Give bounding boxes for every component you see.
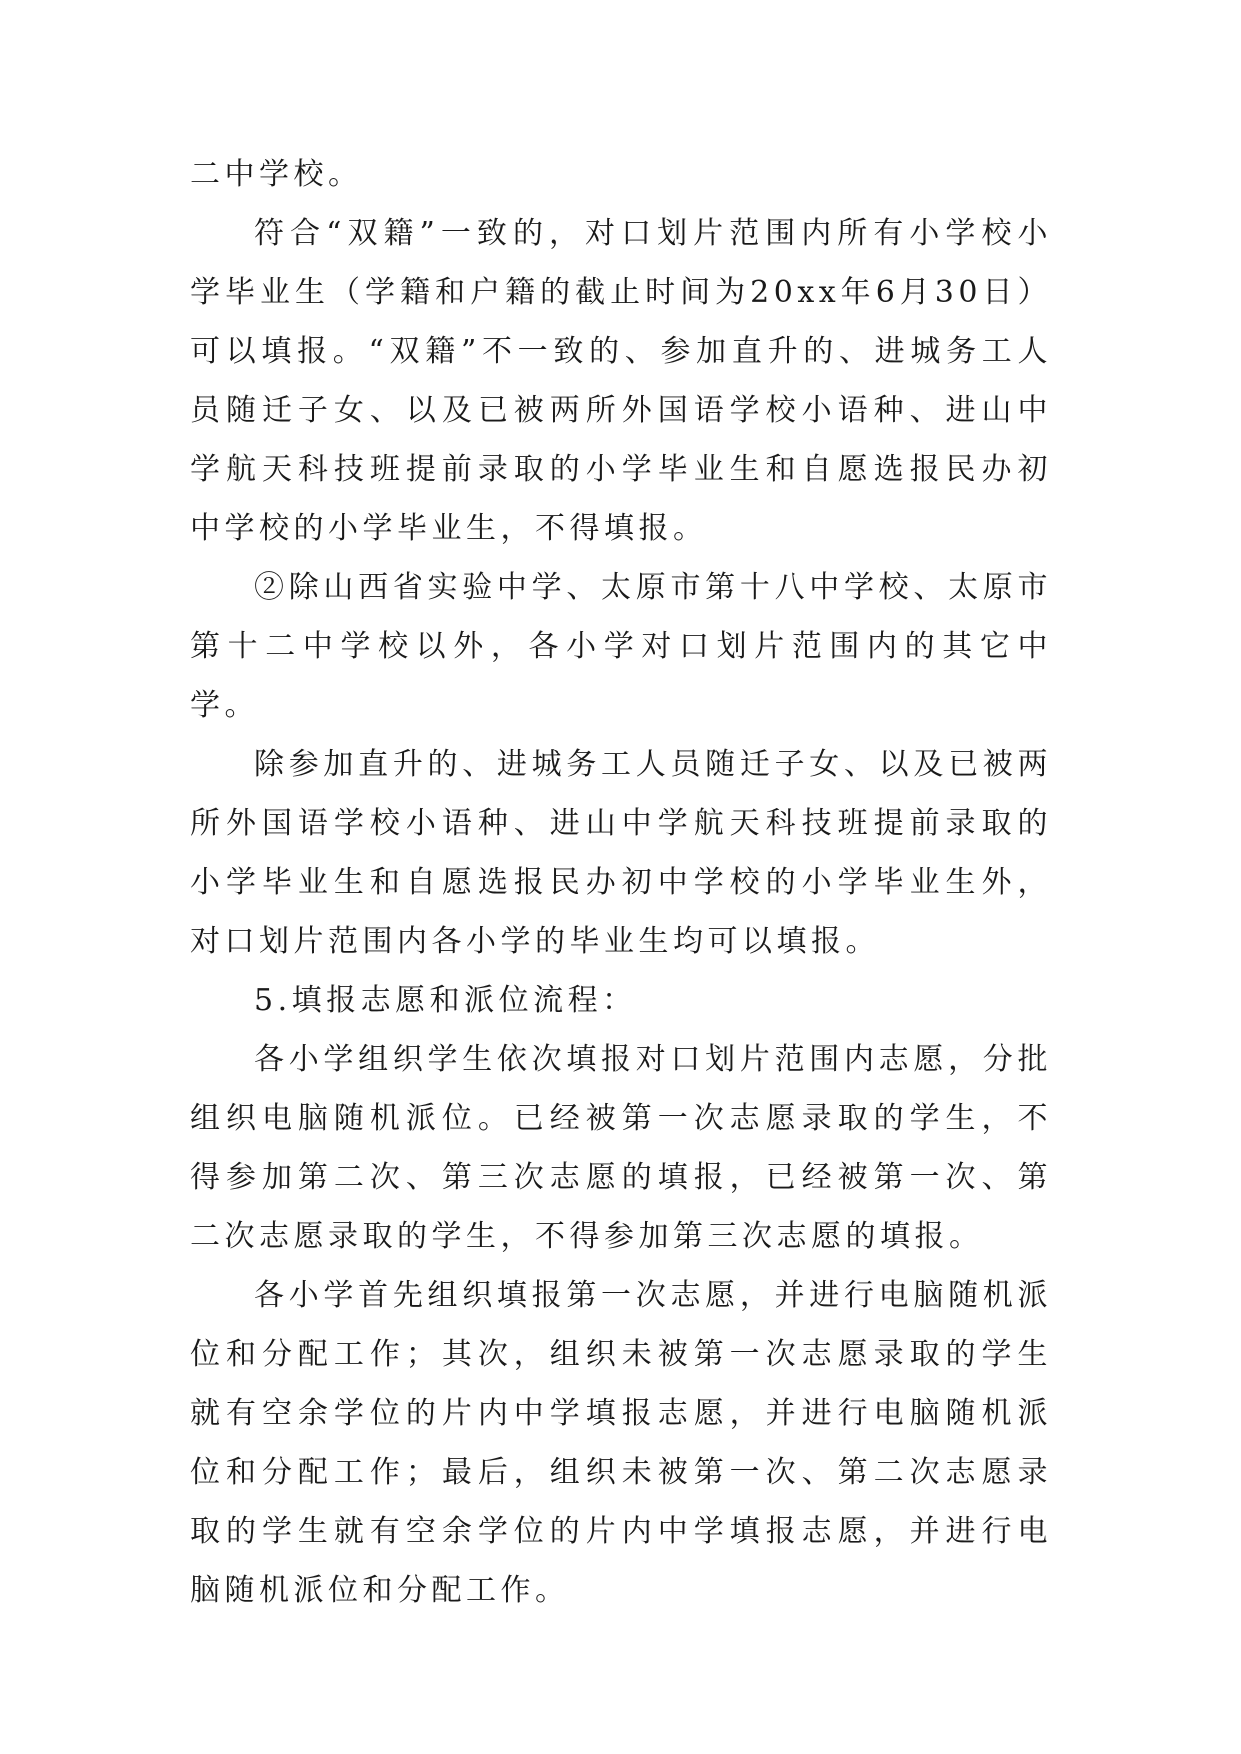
paragraph-7: 各小学首先组织填报第一次志愿，并进行电脑随机派位和分配工作；其次，组织未被第一次志愿录取的学生就有空余学位的片内中学填报志愿，并进行电脑随机派位和分配工作；最后，组织未被第一次、第二次志愿录取的学生就有空余学位的片内中学填报志愿，并进行电脑随机派位和分配工作。 <box>190 1278 1052 1608</box>
paragraph-4: 除参加直升的、进城务工人员随迁子女、以及已被两所外国语学校小语种、进山中学航天科技班提前录取的小学毕业生和自愿选报民办初中学校的小学毕业生外，对口划片范围内各小学的毕业生均可以填报。 <box>190 747 1052 959</box>
paragraph-2: 符合“双籍”一致的，对口划片范围内所有小学校小学毕业生（学籍和户籍的截止时间为20xx年6月30日）可以填报。“双籍”不一致的、参加直升的、进城务工人员随迁子女、以及已被两所外国语学校小语种、进山中学航天科技班提前录取的小学毕业生和自愿选报民办初中学校的小学毕业生，不得填报。 <box>190 216 1052 546</box>
document-page <box>190 145 1052 1620</box>
paragraph-3: ②除山西省实验中学、太原市第十八中学校、太原市第十二中学校以外，各小学对口划片范围内的其它中学。 <box>190 570 1052 723</box>
paragraph-1: 二中学校。 <box>190 157 363 192</box>
paragraph-6: 各小学组织学生依次填报对口划片范围内志愿，分批组织电脑随机派位。已经被第一次志愿录取的学生，不得参加第二次、第三次志愿的填报，已经被第一次、第二次志愿录取的学生，不得参加第三次志愿的填报。 <box>190 1042 1052 1254</box>
paragraph-5-heading: 5.填报志愿和派位流程： <box>254 983 637 1018</box>
